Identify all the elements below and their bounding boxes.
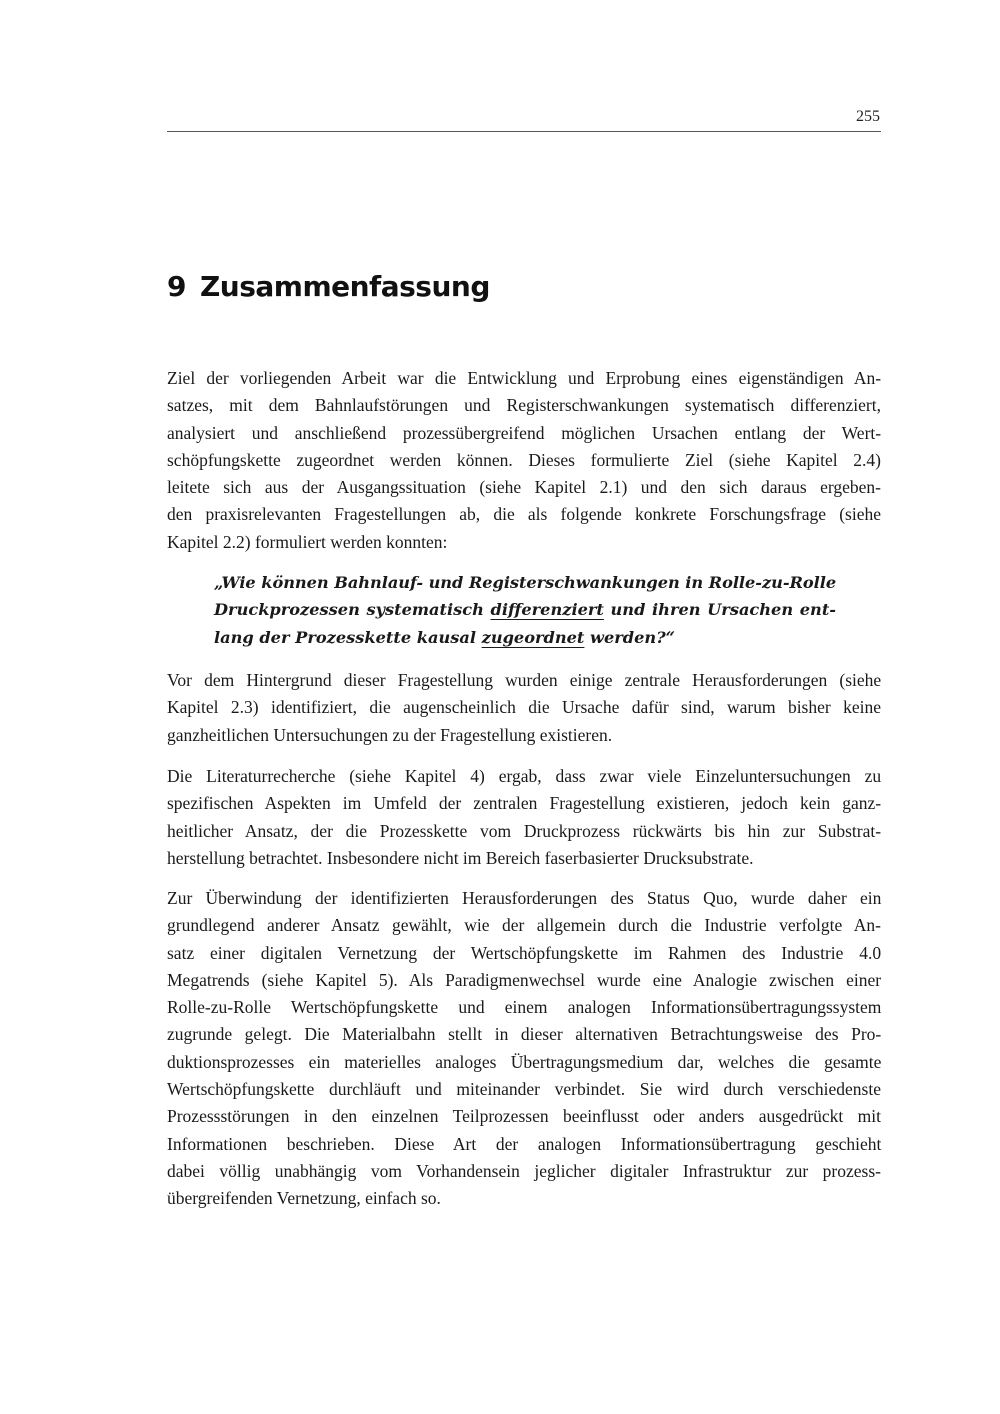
text-line: Wertschöpfungskette durchläuft und miteinander verbindet. Sie wird durch verschiedenste [167,1079,881,1100]
text-line: heitlicher Ansatz, der die Prozesskette vom Druckprozess rückwärts bis hin zur Substrat- [167,820,882,841]
text-line: Die Literaturrecherche (siehe Kapitel 4) ergab, dass zwar viele Einzeluntersuchungen zu [167,766,882,786]
text-line: schöpfungskette zugeordnet werden können. Dieses formulierte Ziel (siehe Kapitel 2.4) [167,449,881,470]
text-line: leitete sich aus der Ausgangssituation (siehe Kapitel 2.1) und den sich daraus ergeben- [167,477,881,498]
text-line: zugrunde gelegt. Die Materialbahn stellt in dieser alternativen Betrachtungsweise des Pro- [167,1024,882,1045]
quote-text: Druckprozessen systematisch [214,600,491,620]
paragraph-intro [167,365,881,556]
text-line: Kapitel 2.2) formuliert werden konnten: [167,531,448,552]
text-line: Vor dem Hintergrund dieser Fragestellung wurden einige zentrale Herausforderungen (siehe [167,670,882,690]
chapter-title: Zusammenfassung [199,270,490,303]
text-line: analysiert und anschließend prozessübergreifend möglichen Ursachen entlang der Wert- [167,422,882,443]
text-line: Rolle-zu-Rolle Wertschöpfungskette und einem analogen Informationsübertragungssystem [167,997,882,1018]
quote-line: „Wie können Bahnlauf- und Registerschwankungen in Rolle-zu-Rolle [214,573,837,592]
underlined-term-differenziert: differenziert [490,600,604,620]
text-line: satz einer digitalen Vernetzung der Wertschöpfungskette im Rahmen des Industrie 4.0 [167,942,882,963]
text-line: Informationen beschrieben. Diese Art der analogen Informationsübertragung geschieht [167,1133,882,1154]
underlined-term-zugeordnet: zugeordnet [481,627,585,647]
text-line: den praxisrelevanten Fragestellungen ab, die als folgende konkrete Forschungsfrage (siehe [167,504,881,525]
chapter-heading [167,270,490,303]
paragraph-challenges [167,667,881,749]
paragraph-literature [167,763,881,872]
text-line: duktionsprozesses ein materielles analoges Übertragungsmedium dar, welches die gesamte [167,1051,882,1072]
text-line: herstellung betrachtet. Insbesondere nicht im Bereich faserbasierter Drucksubstrate. [167,847,754,868]
page-number: 255 [856,108,880,125]
research-question [214,569,836,651]
text-line: dabei völlig unabhängig vom Vorhandensein jeglicher digitaler Infrastruktur zur prozess- [167,1160,881,1181]
chapter-number: 9 [167,270,186,303]
text-line: ganzheitlichen Untersuchungen zu der Fragestellung existieren. [167,724,613,745]
text-line: Ziel der vorliegenden Arbeit war die Entwicklung und Erprobung eines eigenständigen An- [167,368,882,388]
text-line: übergreifenden Vernetzung, einfach so. [167,1188,441,1209]
quote-text: werden?“ [584,627,675,647]
quote-text: und ihren Ursachen ent- [603,600,837,620]
quote-line [214,624,836,651]
paragraph-approach [167,885,881,1213]
text-line: Kapitel 2.3) identifiziert, die augenscheinlich die Ursache dafür sind, warum bisher keine [167,697,881,718]
text-line: Prozessstörungen in den einzelnen Teilprozessen beeinflusst oder anders ausgedrückt mit [167,1106,881,1127]
quote-line [214,596,836,623]
quote-text: lang der Prozesskette kausal [214,627,482,647]
text-line: grundlegend anderer Ansatz gewählt, wie der allgemein durch die Industrie verfolgte An- [167,915,881,936]
text-line: Megatrends (siehe Kapitel 5). Als Paradigmenwechsel wurde eine Analogie zwischen einer [167,969,882,990]
text-line: Zur Überwindung der identifizierten Herausforderungen des Status Quo, wurde daher ein [167,888,882,908]
text-line: satzes, mit dem Bahnlaufstörungen und Registerschwankungen systematisch differenziert, [167,395,881,416]
text-line: spezifischen Aspekten im Umfeld der zentralen Fragestellung existieren, jedoch kein ganz- [167,793,882,814]
header-rule [167,131,881,132]
